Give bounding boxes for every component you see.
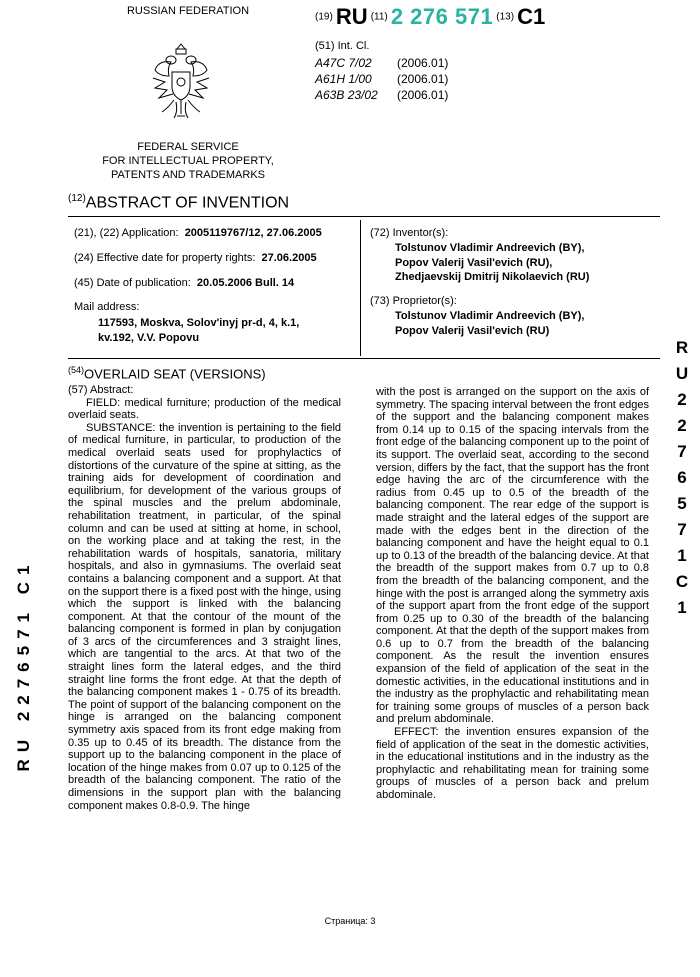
application-field <box>74 227 322 239</box>
abstract-paragraph: with the post is arranged on the support on the axis of symmetry. The spacing interval between the front edges of the support and the balancing component makes from 0.14 up to 0.15 of the spacing intervals from the front edge of the balancing component up to the point of its support. The overlaid seat, according to the second version, differs by the fact, that the support has the front edge having the arc of the circumference with the radius from 0.45 up to 0.5 of the breadth of the balancing component. The rear edge of the support is made straight and the lateral edges of the support are made with the edges bent in the direction of the balancing component and have the height equal to 0.1 up to 0.13 of the breadth of the balancing device. At that the breadth of the support makes from 0.7 up to 0.8 from the breadth of the balancing component, and the hinge with the post is arranged along the symmetry axis of the support apart from the front edge of the support from 0.25 up to 0.30 of the breadth of the balancing component. At that the depth of the support makes from 0.6 up to 0.7 from the breadth of the balancing component. As the result the invention ensures expansion of the field of application of the seat in the domestic activities, in the educational institutions and in the industry as the prophylactic and rehabilitating mean for training some groups of muscles of a person back and prelum abdominale. <box>376 386 649 726</box>
inventor-name: Popov Valerij Vasil'evich (RU), <box>395 256 553 269</box>
ipc-code: A63B 23/02 <box>315 88 378 102</box>
invention-title-text: OVERLAID SEAT (VERSIONS) <box>84 366 266 382</box>
effective-value: 27.06.2005 <box>261 252 317 264</box>
code-12: (12) <box>68 193 86 204</box>
mail-line: kv.192, V.V. Popovu <box>98 332 200 344</box>
agency-name <box>88 140 288 182</box>
kind-code: C1 <box>517 4 546 29</box>
effective-date-field <box>74 252 317 264</box>
code-54: (54) <box>68 365 85 375</box>
publication-date-field <box>74 277 294 289</box>
ipc-row <box>315 56 448 70</box>
page-footer: Страница: 3 <box>324 916 376 926</box>
code-11: (11) <box>370 11 388 23</box>
invention-title <box>68 365 266 381</box>
ipc-version: (2006.01) <box>397 56 449 70</box>
column-divider <box>360 220 361 356</box>
agency-line: PATENTS AND TRADEMARKS <box>110 169 266 181</box>
abstract-column-left <box>68 384 341 812</box>
ipc-label: (51) Int. Cl. <box>315 40 370 52</box>
application-label: (21), (22) Application: <box>74 227 179 239</box>
mail-address <box>98 316 299 346</box>
inventor-list <box>395 241 589 285</box>
mail-line: 117593, Moskva, Solov'inyj pr-d, 4, k.1, <box>98 317 300 329</box>
ipc-row <box>315 72 448 86</box>
agency-line: FOR INTELLECTUAL PROPERTY, <box>102 155 274 167</box>
mail-label: Mail address: <box>74 301 140 313</box>
document-type-text: ABSTRACT OF INVENTION <box>85 194 290 212</box>
divider <box>68 358 660 359</box>
ipc-code: A47C 7/02 <box>315 56 372 70</box>
abstract-label: (57) Abstract: <box>68 384 134 396</box>
document-type <box>68 193 289 212</box>
patent-number: 2 276 571 <box>390 4 494 29</box>
publication-label: (45) Date of publication: <box>74 277 191 289</box>
inventor-label: (72) Inventor(s): <box>370 227 449 239</box>
side-marker-right <box>672 335 692 621</box>
inventor-name: Tolstunov Vladimir Andreevich (BY), <box>395 242 585 254</box>
ipc-row <box>315 88 448 102</box>
ipc-version: (2006.01) <box>397 72 449 86</box>
proprietor-name: Tolstunov Vladimir Andreevich (BY), <box>395 310 585 322</box>
publication-number <box>315 4 545 30</box>
proprietor-label: (73) Proprietor(s): <box>370 295 457 307</box>
effective-label: (24) Effective date for property rights: <box>74 252 256 264</box>
side-marker-text: RU 2276571 C1 <box>675 338 689 617</box>
abstract-paragraph: SUBSTANCE: the invention is pertaining to the field of medical furniture, in particular, to production of the medical overlaid seats used for prophylactics of distortions of the curvature of the spine at sitting, as the training aids for development of coordination and equilibrium, for development of the various groups of the spinal muscles and the prelum abdominale, rehabilitation treatment, in particular, of the spinal column and can be used at sitting at home, in school, on the working place and at taking the rest, in the rehabilitation wards of hospitals, sanatoria, military hospitals, and also in gymnasiums. The overlaid seat contains a balancing component and a support. At that on the support there is a fixed post with the hinge, using which the support is linked with the balancing component. At that the contour of the mount of the balancing component is formed in plan by conjugation of 3 arcs of the circumferences and 3 straight lines, which are tangential to the arcs. At that two of the straight lines form the lateral edges, and the third straight line forms the front edge. At that the depth of the balancing component makes 1 - 0.75 of its breadth. The point of support of the balancing component on the hinge is arranged on the balancing component symmetry axis spaced from its front edge making from 0.35 up to 0.45 of its breadth. The distance from the support up to the balancing component in the place of location of the hinge makes from 0.07 up to 0.125 of the breadth of the balancing component. The ratio of the dimensions in the support plan with the balancing component makes 0.8-0.9. The hinge <box>68 421 341 812</box>
proprietor-name: Popov Valerij Vasil'evich (RU) <box>395 324 550 337</box>
side-marker-left <box>12 520 36 810</box>
divider <box>68 216 660 217</box>
abstract-paragraph: EFFECT: the invention ensures expansion of the field of application of the seat in the domestic activities, in the educational institutions and in the industry as the prophylactic and rehabilitating mean for training some groups of muscles of a person back and prelum abdominale. <box>376 726 649 801</box>
application-value: 2005119767/12, 27.06.2005 <box>184 227 322 239</box>
proprietor-list <box>395 309 584 338</box>
abstract-column-right <box>376 386 649 802</box>
publication-value: 20.05.2006 Bull. 14 <box>196 277 295 289</box>
country-name: RUSSIAN FEDERATION <box>126 5 250 17</box>
country-code: RU <box>335 4 368 29</box>
agency-line: FEDERAL SERVICE <box>137 141 239 153</box>
code-19: (19) <box>315 11 333 23</box>
abstract-paragraph: FIELD: medical furniture; production of the medical overlaid seats. <box>68 396 341 422</box>
ipc-code: A61H 1/00 <box>315 72 372 86</box>
ipc-version: (2006.01) <box>397 88 449 102</box>
code-13: (13) <box>496 11 515 23</box>
side-marker-text: RU 2276571 C1 <box>14 558 33 772</box>
inventor-name: Zhedjaevskij Dmitrij Nikolaevich (RU) <box>395 271 590 283</box>
state-emblem-icon <box>150 40 212 124</box>
